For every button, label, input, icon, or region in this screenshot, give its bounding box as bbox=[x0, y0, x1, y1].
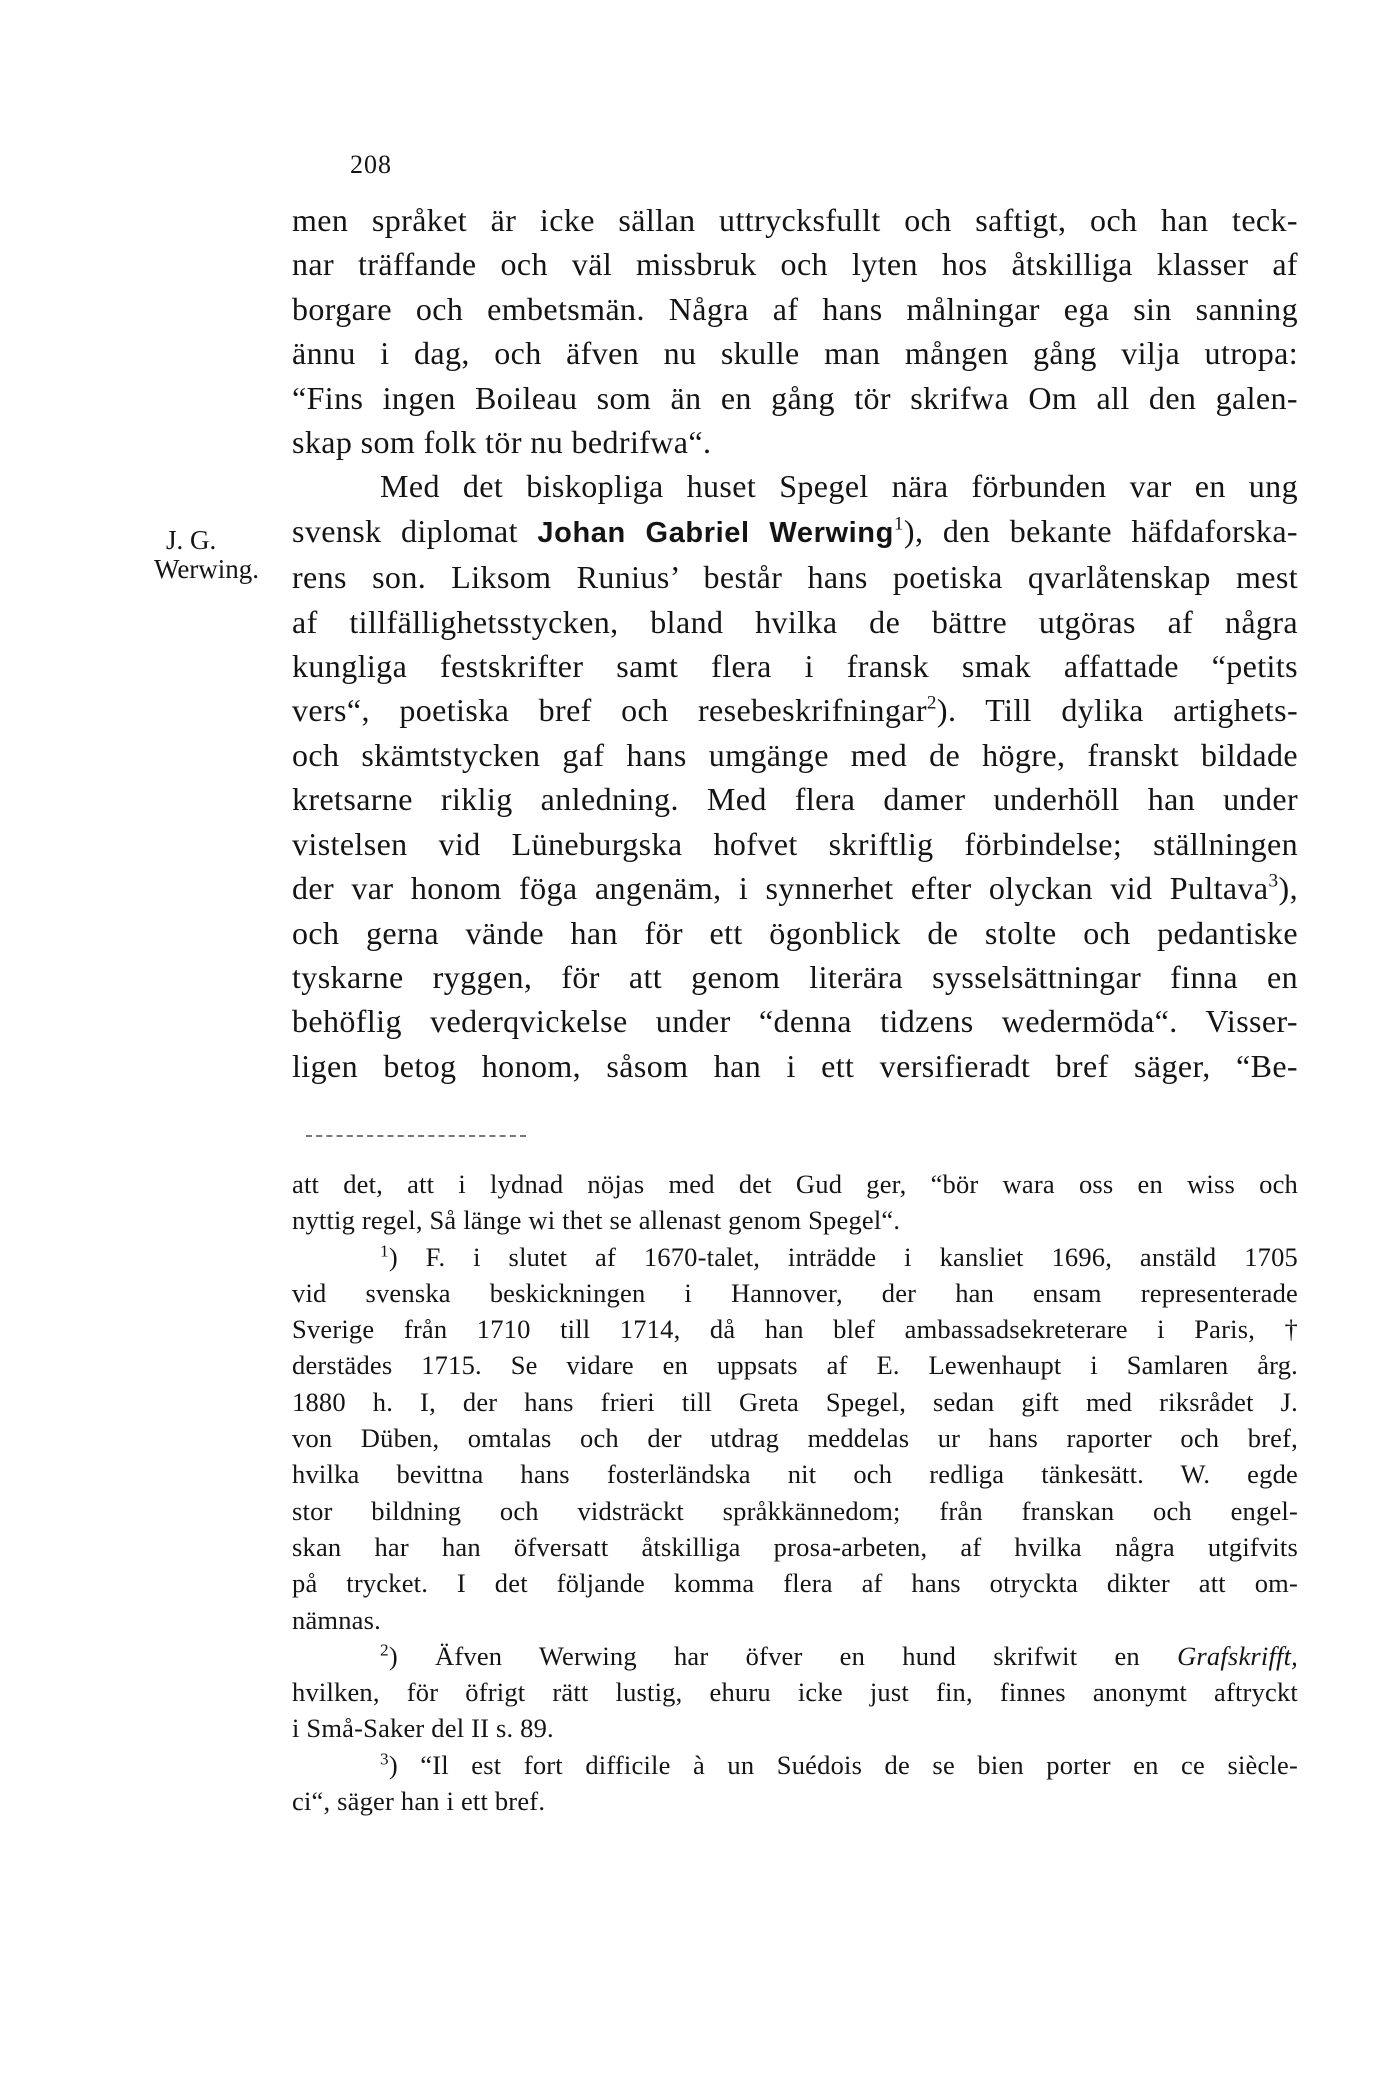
text-fragment: ), bbox=[1278, 870, 1298, 907]
margin-note-surname: Werwing. bbox=[154, 554, 260, 584]
footnote-ref: 1 bbox=[893, 513, 904, 535]
footnotes bbox=[292, 1166, 1298, 1819]
text-line: nar träffande och väl missbruk och lyten hos åtskilliga klasser af bbox=[292, 246, 1298, 283]
text-fragment: ). Till dylika artighets- bbox=[936, 692, 1299, 729]
text-line: behöflig vederqvickelse under “denna tidzens wedermöda“. Visser- bbox=[292, 1003, 1298, 1040]
text-fragment: ), den bekante häfdaforska- bbox=[903, 512, 1298, 549]
text-line: kungliga festskrifter samt flera i fransk smak affattade “petits bbox=[292, 648, 1298, 685]
footnote-continuation-line: att det, att i lydnad nöjas med det Gud ger, “bör wara oss en wiss och bbox=[292, 1169, 1298, 1199]
text-fragment: ) F. i slutet af 1670-talet, inträdde i kansliet 1696, anstäld 1705 bbox=[388, 1241, 1298, 1272]
text-line: Med det biskopliga huset Spegel nära förbunden var en ung bbox=[380, 468, 1298, 505]
footnote-2-line: hvilken, för öfrigt rätt lustig, ehuru icke just fin, finnes anonymt aftryckt bbox=[292, 1677, 1298, 1708]
footnote-1-line bbox=[292, 1239, 1298, 1275]
footnote-1-line: derstädes 1715. Se vidare en uppsats af E. Lewenhaupt i Samlaren årg. bbox=[292, 1350, 1298, 1381]
footnote-1-line: vid svenska beskickningen i Hannover, der han ensam representerade bbox=[292, 1277, 1298, 1308]
italic-title: Grafskrifft, bbox=[1177, 1640, 1298, 1671]
footnote-1-line: Sverige från 1710 till 1714, då han blef ambassadsekreterare i Paris, † bbox=[292, 1314, 1298, 1345]
footnote-3-line bbox=[292, 1747, 1298, 1783]
footnote-3-mark: 3 bbox=[380, 1749, 389, 1769]
footnote-1-line: på trycket. I det följande komma flera af hans otryckta dikter att om- bbox=[292, 1568, 1298, 1599]
footnote-ref: 3 bbox=[1268, 870, 1279, 892]
page-number: 208 bbox=[350, 150, 392, 179]
text-line: af tillfällighetsstycken, bland hvilka de bättre utgöras af några bbox=[292, 603, 1298, 640]
footnote-1-line: 1880 h. I, der hans frieri till Greta Spegel, sedan gift med riksrådet J. bbox=[292, 1386, 1298, 1417]
footnote-2-line bbox=[292, 1638, 1298, 1674]
footnote-1-line: stor bildning och vidsträckt språkkännedom; från franskan och engel- bbox=[292, 1495, 1298, 1526]
footnote-2-line: i Små-Saker del II s. 89. bbox=[292, 1713, 554, 1744]
footnote-2-mark: 2 bbox=[380, 1640, 389, 1660]
footnote-ref: 2 bbox=[926, 693, 937, 714]
text-line: tyskarne ryggen, för att genom literära sysselsättningar finna en bbox=[292, 958, 1298, 995]
text-line bbox=[292, 866, 1298, 910]
text-line: ligen betog honom, såsom han i ett versifieradt bref säger, “Be- bbox=[292, 1047, 1298, 1084]
text-fragment: der var honom föga angenäm, i synnerhet efter olyckan vid Pultava bbox=[292, 870, 1269, 907]
person-name: Johan Gabriel Werwing bbox=[537, 516, 894, 549]
footnote-continuation-line: nyttig regel, Så länge wi thet se allenast genom Spegel“. bbox=[292, 1205, 901, 1236]
text-fragment: vers“, poetiska bref och resebeskrifningar bbox=[292, 692, 927, 729]
text-fragment: ) Äfven Werwing har öfver en hund skrifwit en bbox=[388, 1640, 1178, 1671]
footnote-1-line: nämnas. bbox=[292, 1604, 381, 1635]
text-line: men språket är icke sällan uttrycksfullt och saftigt, och han teck- bbox=[292, 202, 1298, 238]
text-fragment: svensk diplomat bbox=[292, 512, 538, 549]
footnote-1-line: von Düben, omtalas och der utdrag meddelas ur hans raporter och bref, bbox=[292, 1423, 1298, 1454]
main-text bbox=[292, 198, 1298, 1088]
text-line: och skämtstycken gaf hans umgänge med de högre, franskt bildade bbox=[292, 736, 1298, 773]
footnote-1-line: skan har han öfversatt åtskilliga prosa-arbeten, af hvilka några utgifvits bbox=[292, 1531, 1298, 1562]
text-line: och gerna vände han för ett ögonblick de stolte och pedantiske bbox=[292, 914, 1298, 951]
text-line bbox=[292, 509, 1298, 555]
text-line bbox=[292, 688, 1298, 732]
margin-note bbox=[154, 526, 259, 584]
text-line: skap som folk tör nu bedrifwa“. bbox=[292, 424, 712, 461]
text-line: ännu i dag, och äfven nu skulle man mången gång vilja utropa: bbox=[292, 335, 1298, 372]
text-fragment: ) “Il est fort difficile à un Suédois de se bien porter en ce siècle- bbox=[388, 1749, 1298, 1780]
footnote-1-line: hvilka bevittna hans fosterländska nit och redliga tänkesätt. W. egde bbox=[292, 1459, 1298, 1490]
text-line: borgare och embetsmän. Några af hans målningar ega sin sanning bbox=[292, 290, 1298, 327]
text-line: vistelsen vid Lüneburgska hofvet skriftlig förbindelse; ställningen bbox=[292, 825, 1298, 862]
text-line: kretsarne riklig anledning. Med flera damer underhöll han under bbox=[292, 781, 1298, 818]
footnote-1-mark: 1 bbox=[380, 1241, 389, 1261]
footnote-3-line: ci“, säger han i ett bref. bbox=[292, 1786, 546, 1817]
text-line: rens son. Liksom Runius’ består hans poetiska qvarlåtenskap mest bbox=[292, 559, 1298, 596]
footnote-divider bbox=[306, 1135, 526, 1137]
margin-note-initials: J. G. bbox=[166, 525, 217, 555]
text-line: “Fins ingen Boileau som än en gång tör skrifwa Om all den galen- bbox=[292, 379, 1298, 416]
